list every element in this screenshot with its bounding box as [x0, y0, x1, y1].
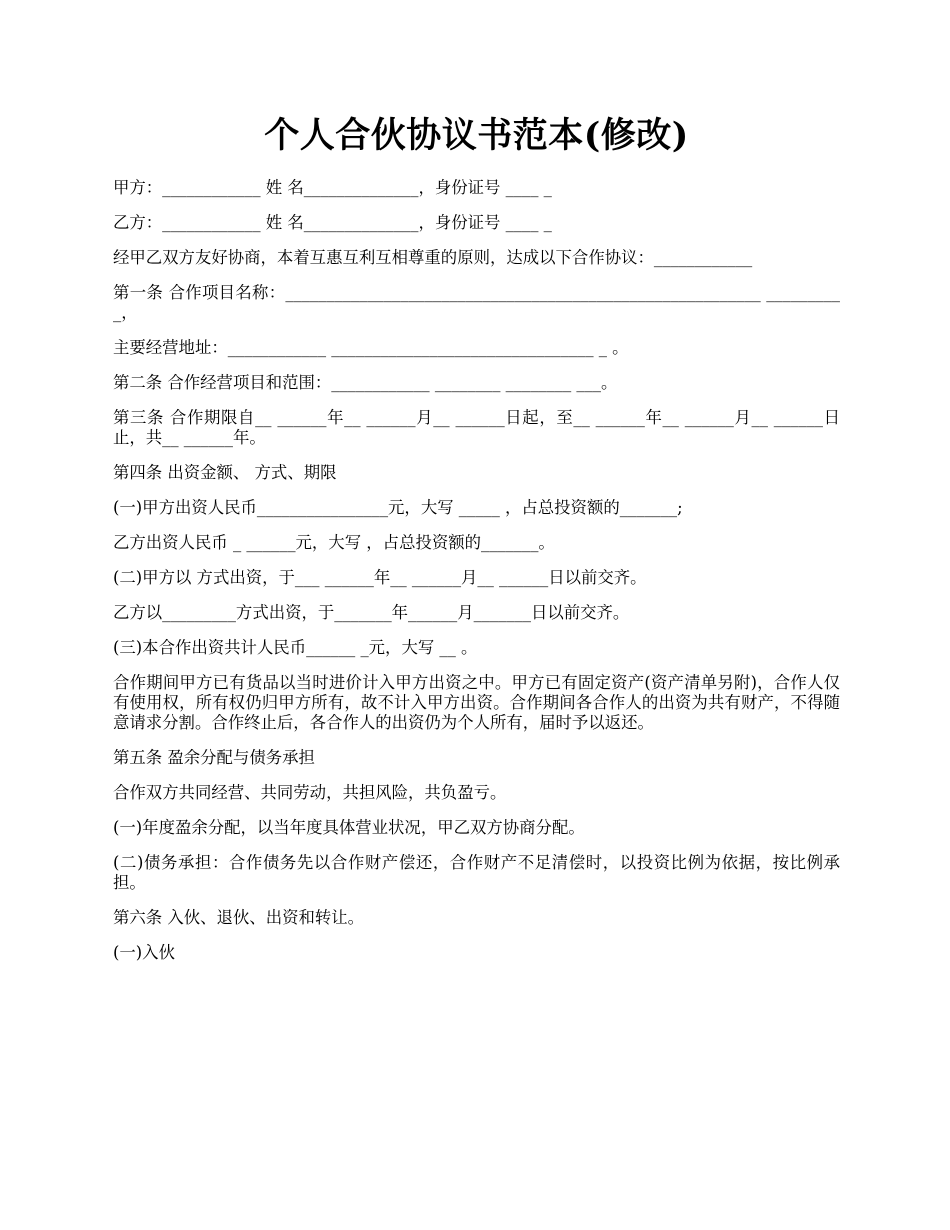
capital-notes: 合作期间甲方已有货品以当时进价计入甲方出资之中。甲方已有固定资产(资产清单另附)，合作人仅有使用权，所有权仍归甲方所有，故不计入甲方出资。合作期间各合作人的出资为共有财产，不得随意请求分割。合作终止后，各合作人的出资仍为个人所有，届时予以返还。 [113, 673, 840, 732]
shared-risk: 合作双方共同经营、共同劳动，共担风险，共负盈亏。 [113, 783, 507, 802]
total-capital: (三)本合作出资共计人民币______ _元，大写 __ 。 [113, 638, 478, 657]
party-a-contribution-method: (二)甲方以 方式出资，于___ ______年__ ______月__ ______日以前交齐。 [113, 568, 647, 587]
article-3-term: 第三条 合作期限自__ ______年__ ______月__ ______日起，至__ ______年__ ______月__ ______日止，共__ ______年。 [113, 408, 840, 447]
article-5-heading: 第五条 盈余分配与债务承担 [113, 748, 315, 767]
article-1-project-name: 第一条 合作项目名称：__________________________________________________________ __________， [113, 283, 840, 322]
article-4-heading: 第四条 出资金额、 方式、期限 [113, 463, 337, 482]
article-6-heading: 第六条 入伙、退伙、出资和转让。 [113, 908, 365, 927]
profit-distribution: (一)年度盈余分配，以当年度具体营业状况，甲乙双方协商分配。 [113, 818, 585, 837]
party-b-line: 乙方：____________ 姓 名______________，身份证号 ____ _ [113, 213, 552, 232]
party-b-capital: 乙方出资人民币 _ ______元，大写 ，占总投资额的_______。 [113, 533, 555, 552]
document-title: 个人合伙协议书范本(修改) [264, 115, 689, 156]
article-2-scope: 第二条 合作经营项目和范围：____________ ________ ________ ___。 [113, 373, 618, 392]
party-a-line: 甲方：____________ 姓 名______________，身份证号 ____ _ [113, 178, 552, 197]
joining-partnership: (一)入伙 [113, 943, 175, 962]
business-address: 主要经营地址：____________ ________________________________ _ 。 [113, 338, 629, 357]
document-body [113, 178, 840, 963]
party-b-contribution-method: 乙方以_________方式出资，于_______年______月_______日以前交齐。 [113, 603, 630, 622]
debt-liability: (二)债务承担：合作债务先以合作财产偿还，合作财产不足清偿时，以投资比例为依据，按比例承担。 [113, 853, 840, 892]
party-a-capital: (一)甲方出资人民币________________元，大写 _____ ，占总投资额的_______; [113, 498, 683, 517]
agreement-intro: 经甲乙双方友好协商，本着互惠互利互相尊重的原则，达成以下合作协议：____________ [113, 248, 753, 267]
